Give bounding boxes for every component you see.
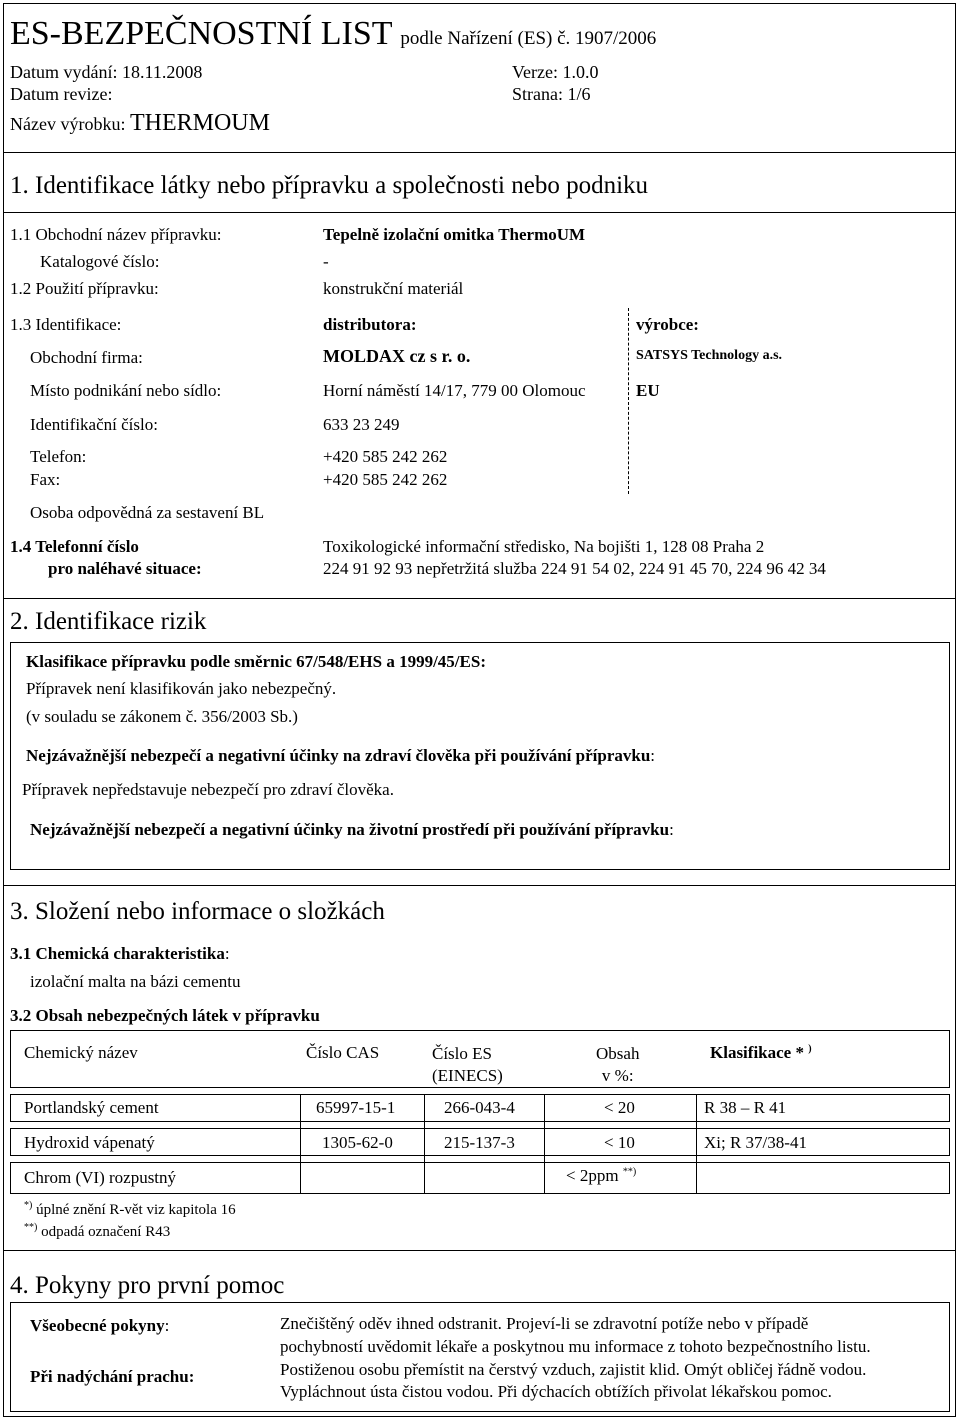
col-header-es: Číslo ES (EINECS) [432, 1044, 503, 1085]
page-number: Strana: 1/6 [512, 84, 591, 104]
version: Verze: 1.0.0 [512, 62, 599, 82]
inhalation-text-1: Postiženou osobu přemístit na čerstvý vzduch, zajistit klid. Omýt obličej řádně vodou. [280, 1360, 867, 1379]
company-label: Obchodní firma: [30, 348, 143, 367]
fax-label: Fax: [30, 470, 61, 489]
section2-heading: 2. Identifikace rizik [10, 608, 207, 635]
issue-date: Datum vydání: 18.11.2008 [10, 62, 203, 82]
use-value: konstrukční materiál [323, 279, 464, 298]
fax-value: +420 585 242 262 [323, 470, 448, 489]
use-label: 1.2 Použití přípravku: [10, 279, 159, 298]
row2-content: < 10 [604, 1133, 635, 1152]
footnote-1: *) úplné znění R-vět viz kapitola 16 [24, 1200, 236, 1218]
hazardous-label: 3.2 Obsah nebezpečných látek v přípravku [10, 1006, 320, 1025]
manufacturer-company: SATSYS Technology a.s. [636, 348, 783, 363]
trade-name-label: 1.1 Obchodní název přípravku: [10, 225, 222, 244]
classification-heading: Klasifikace přípravku podle směrnic 67/548/EHS a 1999/45/ES: [26, 652, 486, 671]
chem-char-value: izolační malta na bázi cementu [30, 972, 241, 991]
general-text-2: pochybností uvědomit lékaře a poskytnou mu informace z tohoto bezpečnostního listu. [280, 1337, 871, 1356]
section1-heading: 1. Identifikace látky nebo přípravku a společnosti nebo podniku [10, 172, 649, 199]
id-label: Identifikační číslo: [30, 415, 158, 434]
inhalation-text-2: Vypláchnout ústa čistou vodou. Při dýchacích obtížích přivolat lékařskou pomoc. [280, 1382, 832, 1401]
catalog-label: Katalogové číslo: [40, 252, 160, 271]
col-header-cas: Číslo CAS [306, 1043, 380, 1062]
col-header-name: Chemický název [24, 1043, 138, 1062]
footnote-2: **) odpadá označení R43 [24, 1222, 171, 1240]
manufacturer-address: EU [636, 381, 660, 400]
emergency-value-1: Toxikologické informační středisko, Na bojišti 1, 128 08 Praha 2 [323, 537, 765, 556]
inhalation-label: Při nadýchání prachu: [30, 1367, 195, 1386]
section3-end-divider [3, 1250, 956, 1251]
row1-name: Portlandský cement [24, 1098, 159, 1117]
general-label: Všeobecné pokyny: [30, 1316, 170, 1335]
manufacturer-divider [628, 308, 629, 494]
phone-value: +420 585 242 262 [323, 447, 448, 466]
address-value: Horní náměstí 14/17, 779 00 Olomouc [323, 381, 586, 400]
id-value: 633 23 249 [323, 415, 400, 434]
regulation: podle Nařízení (ES) č. 1907/2006 [400, 28, 657, 49]
row2-cas: 1305-62-0 [322, 1133, 393, 1152]
company-value: MOLDAX cz s r. o. [323, 346, 471, 366]
responsible-label: Osoba odpovědná za sestavení BL [30, 503, 265, 522]
section1-divider [3, 212, 956, 213]
emergency-label-2: pro naléhavé situace: [48, 559, 202, 578]
section3-heading: 3. Složení nebo informace o složkách [10, 898, 385, 925]
row3-name: Chrom (VI) rozpustný [24, 1168, 177, 1187]
header-divider [3, 152, 956, 153]
section2-end-divider [3, 885, 956, 886]
row2-class: Xi; R 37/38-41 [704, 1133, 807, 1152]
emergency-label-1: 1.4 Telefonní číslo [10, 537, 139, 556]
distributor-label: distributora: [323, 315, 417, 334]
health-text: Přípravek nepředstavuje nebezpečí pro zdraví člověka. [22, 780, 394, 799]
row1-es: 266-043-4 [444, 1098, 515, 1117]
product-name: Název výrobku: THERMOUM [10, 110, 270, 136]
revision-date: Datum revize: [10, 84, 113, 104]
row3-content: < 2ppm **) [566, 1166, 637, 1185]
general-text-1: Znečištěný oděv ihned odstranit. Projeví-li se zdravotní potíže nebo v případě [280, 1314, 809, 1333]
manufacturer-label: výrobce: [636, 315, 699, 334]
classification-text-1: Přípravek není klasifikován jako nebezpečný. [26, 679, 337, 698]
address-label: Místo podnikání nebo sídlo: [30, 381, 222, 400]
env-heading: Nejzávažnější nebezpečí a negativní účinky na životní prostředí při používání přípravku: [30, 820, 674, 839]
chem-char-label: 3.1 Chemická charakteristika: [10, 944, 230, 963]
phone-label: Telefon: [30, 447, 87, 466]
col-header-class: Klasifikace * ) [710, 1043, 812, 1062]
row1-class: R 38 – R 41 [704, 1098, 787, 1117]
document-title: ES-BEZPEČNOSTNÍ LIST podle Nařízení (ES) č. 1907/2006 [10, 15, 657, 52]
col-sep [544, 1094, 545, 1194]
row2-name: Hydroxid vápenatý [24, 1133, 155, 1152]
col-sep [424, 1094, 425, 1194]
col-sep [300, 1094, 301, 1194]
col-header-content: Obsah v %: [596, 1044, 640, 1085]
trade-name: Tepelně izolační omitka ThermoUM [323, 225, 586, 244]
row1-content: < 20 [604, 1098, 635, 1117]
col-sep [696, 1094, 697, 1194]
row1-cas: 65997-15-1 [316, 1098, 396, 1117]
catalog-value: - [323, 252, 329, 271]
section1-end-divider [3, 598, 956, 599]
ident-label: 1.3 Identifikace: [10, 315, 122, 334]
emergency-value-2: 224 91 92 93 nepřetržitá služba 224 91 54 02, 224 91 45 70, 224 96 42 34 [323, 559, 826, 578]
row2-es: 215-137-3 [444, 1133, 515, 1152]
health-heading: Nejzávažnější nebezpečí a negativní účinky na zdraví člověka při používání přípravku: [26, 746, 656, 765]
classification-text-2: (v souladu se zákonem č. 356/2003 Sb.) [26, 707, 298, 726]
section4-heading: 4. Pokyny pro první pomoc [10, 1272, 285, 1299]
